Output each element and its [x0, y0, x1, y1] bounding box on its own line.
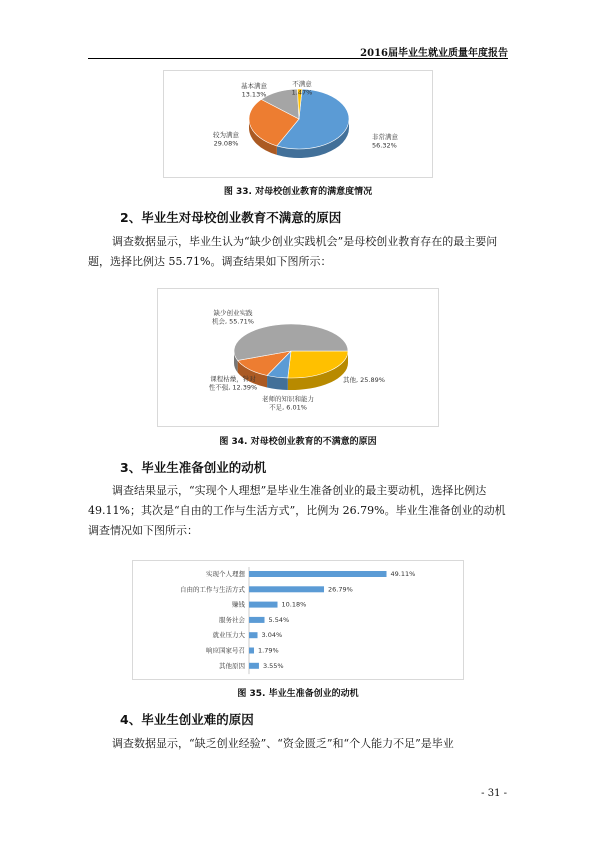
figure-33-chart: [163, 70, 433, 178]
fig35-category-4: 就业压力大: [212, 631, 245, 640]
section-3-paragraph: 调查结果显示，“实现个人理想”是毕业生准备创业的最主要动机，选择比例达 49.11%；其次是“自由的工作与生活方式”，比例为 26.79%。毕业生准备创业的动机调查情况如下图所示：: [88, 484, 506, 537]
fig34-label-1: 老师的知识和能力不足, 6.01%: [262, 395, 314, 412]
figure-33-caption: 图 33. 对母校创业教育的满意度情况: [223, 187, 373, 197]
section-3-heading: 3、毕业生准备创业的动机: [120, 460, 267, 475]
figure-34-chart: [157, 288, 439, 427]
figure-35-caption: 图 35. 毕业生准备创业的动机: [237, 689, 359, 699]
figure-35-bars: [133, 561, 463, 679]
fig35-bar-6: [249, 663, 259, 669]
fig35-category-5: 响应国家号召: [206, 646, 245, 655]
fig33-label-3: 不满意 1.47%: [291, 80, 313, 97]
section-2-heading: 2、毕业生对母校创业教育不满意的原因: [120, 210, 342, 225]
fig34-label-2: 课程枯燥，针对性不强, 12.39%: [208, 375, 258, 392]
fig35-value-3: 5.54%: [268, 615, 290, 624]
figure-35-chart: [132, 560, 464, 680]
fig35-value-0: 49.11%: [390, 570, 416, 578]
fig35-category-1: 自由的工作与生活方式: [180, 585, 245, 594]
fig35-value-6: 3.55%: [262, 661, 284, 670]
fig33-label-2: 基本满意 13.13%: [241, 82, 267, 99]
fig35-category-6: 其他原因: [219, 661, 245, 670]
page-number: - 31 -: [481, 788, 507, 799]
fig35-value-5: 1.79%: [258, 646, 279, 655]
fig35-value-4: 3.04%: [261, 631, 283, 640]
section-2-paragraph: 调查数据显示，毕业生认为“缺少创业实践机会”是母校创业教育存在的最主要问题，选择比例达 55.71%。调查结果如下图所示：: [88, 235, 498, 268]
fig35-bar-3: [249, 617, 265, 623]
figure-33-pie: [164, 71, 432, 177]
fig33-label-1: 较为满意 29.08%: [213, 131, 239, 148]
fig35-category-2: 赚钱: [232, 600, 245, 609]
fig33-label-0: 非常满意 56.32%: [372, 133, 398, 150]
fig34-label-3: 缺少创业实践机会, 55.71%: [212, 309, 254, 326]
fig35-category-0: 实现个人理想: [206, 570, 245, 578]
fig35-bar-0: [249, 571, 387, 577]
fig35-bar-5: [249, 648, 254, 654]
figure-34-caption: 图 34. 对母校创业教育的不满意的原因: [219, 437, 377, 447]
fig35-value-1: 26.79%: [328, 585, 353, 594]
fig35-bar-2: [249, 602, 278, 608]
header-title: 2016届毕业生就业质量年度报告: [360, 48, 508, 59]
section-4-heading: 4、毕业生创业难的原因: [120, 712, 254, 727]
fig35-category-3: 服务社会: [219, 615, 245, 624]
section-4-paragraph: 调查数据显示，“缺乏创业经验”、“资金匮乏”和“个人能力不足”是毕业: [112, 737, 454, 750]
fig35-bar-4: [249, 632, 258, 638]
figure-34-pie: [158, 289, 438, 426]
fig35-bar-1: [249, 586, 324, 592]
page-header: [88, 44, 508, 59]
fig35-value-2: 10.18%: [281, 600, 307, 609]
fig34-label-0: 其他, 25.89%: [343, 376, 385, 384]
